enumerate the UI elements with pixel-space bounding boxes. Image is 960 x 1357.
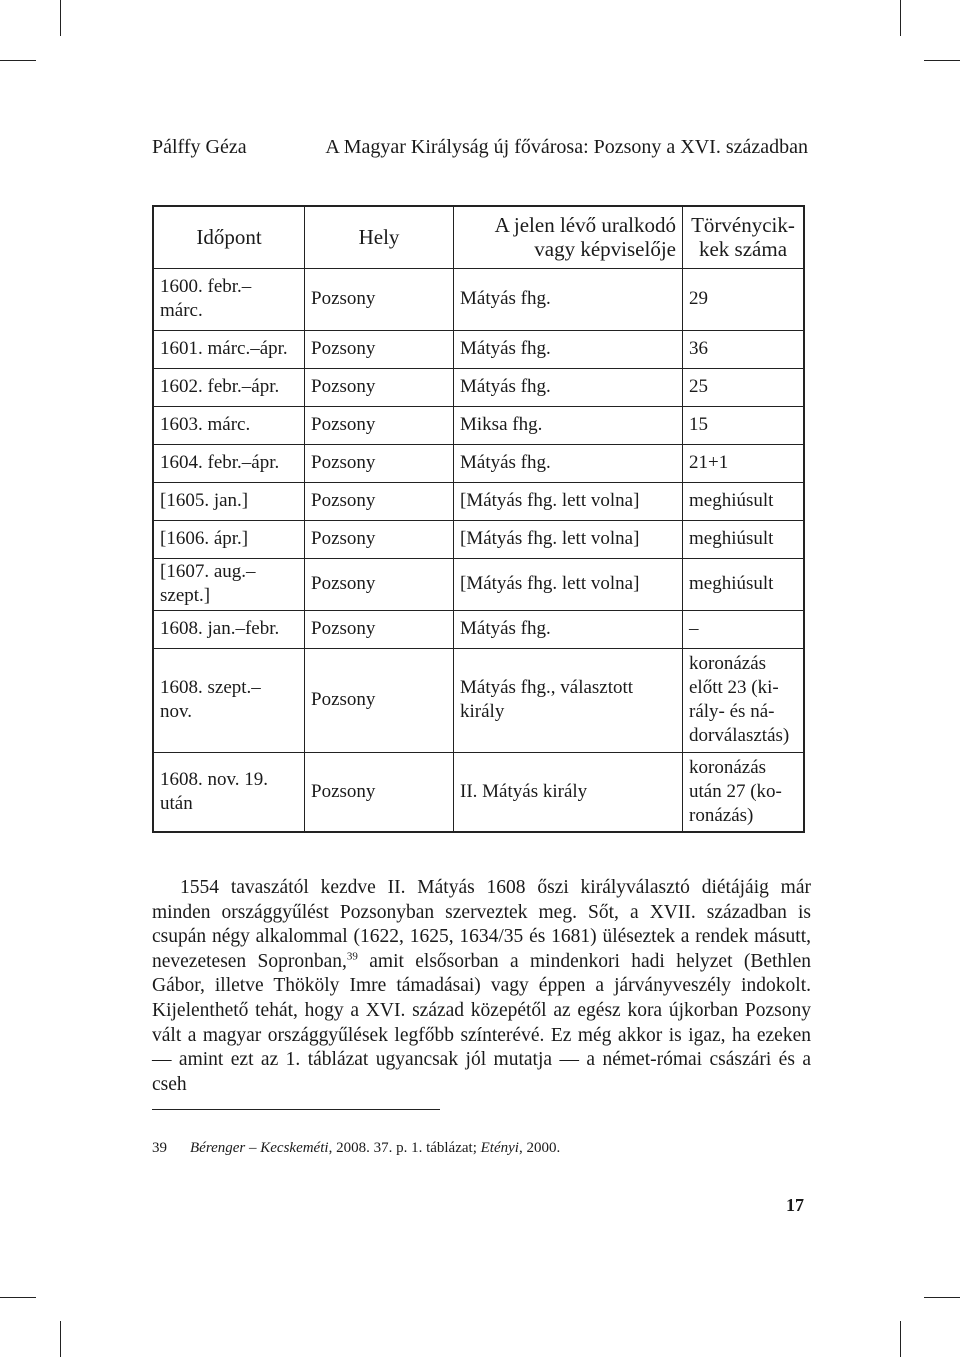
running-header — [152, 136, 808, 159]
cell-laws: meghiúsult — [683, 520, 805, 558]
footnote-end: , 2000. — [518, 1140, 561, 1156]
cell-laws: – — [683, 610, 805, 648]
cell-place: Pozsony — [305, 444, 454, 482]
cell-ruler: Mátyás fhg. — [454, 444, 683, 482]
cell-ruler: [Mátyás fhg. lett volna] — [454, 520, 683, 558]
crop-mark — [924, 60, 960, 61]
cell-ruler: [Mátyás fhg. lett volna] — [454, 558, 683, 610]
table-row — [153, 520, 804, 558]
body-paragraph — [152, 876, 811, 1097]
cell-ruler: Mátyás fhg. — [454, 330, 683, 368]
header-title: A Magyar Királyság új fővárosa: Pozsony a XVI. században — [325, 136, 808, 158]
cell-date: [1607. aug.– szept.] — [153, 558, 305, 610]
table-row — [153, 330, 804, 368]
cell-place: Pozsony — [305, 268, 454, 330]
table-row — [153, 610, 804, 648]
table-row — [153, 368, 804, 406]
cell-place: Pozsony — [305, 330, 454, 368]
cell-laws: 29 — [683, 268, 805, 330]
cell-date: 1608. jan.–febr. — [153, 610, 305, 648]
table-row — [153, 406, 804, 444]
cell-ruler: Miksa fhg. — [454, 406, 683, 444]
header-author: Pálffy Géza — [152, 136, 247, 158]
table-row — [153, 752, 804, 832]
cell-laws: 21+1 — [683, 444, 805, 482]
cell-ruler: [Mátyás fhg. lett volna] — [454, 482, 683, 520]
footnote-ref[interactable]: 39 — [346, 950, 358, 963]
table-row — [153, 648, 804, 752]
table-row — [153, 444, 804, 482]
crop-mark — [900, 0, 901, 36]
cell-date: 1608. szept.– nov. — [153, 648, 305, 752]
table-row — [153, 558, 804, 610]
header-cell-laws: Törvénycik- kek száma — [683, 206, 805, 268]
footnote — [152, 1140, 560, 1157]
body-text-part1: 1554 tavaszától kezdve II. Mátyás 1608 őszi királyválasztó diétájáig már minden országgyűlést Pozsonyban szerveztek meg. Sőt, a XVII. században is csupán négy alkalommal (1622, 1625, 1634/35 és 1681) üléseztek a rendek másutt, nevezetesen Sopronban, — [152, 877, 811, 972]
cell-place: Pozsony — [305, 610, 454, 648]
footnote-mid: , 2008. 37. p. 1. táblázat; — [328, 1140, 481, 1156]
cell-place: Pozsony — [305, 558, 454, 610]
cell-date: 1603. márc. — [153, 406, 305, 444]
footnote-rule — [152, 1109, 440, 1110]
cell-place: Pozsony — [305, 482, 454, 520]
cell-laws: 36 — [683, 330, 805, 368]
crop-mark — [60, 0, 61, 36]
cell-ruler: Mátyás fhg. — [454, 610, 683, 648]
cell-place: Pozsony — [305, 406, 454, 444]
cell-date: 1604. febr.–ápr. — [153, 444, 305, 482]
crop-mark — [60, 1321, 61, 1357]
cell-date: [1606. ápr.] — [153, 520, 305, 558]
cell-laws: koronázás után 27 (ko- ronázás) — [683, 752, 805, 832]
header-cell-date: Időpont — [153, 206, 305, 268]
footnote-number: 39 — [152, 1140, 167, 1156]
cell-place: Pozsony — [305, 752, 454, 832]
cell-laws: koronázás előtt 23 (ki- rály- és ná- dorválasztás) — [683, 648, 805, 752]
crop-mark — [924, 1297, 960, 1298]
header-cell-place: Hely — [305, 206, 454, 268]
cell-laws: meghiúsult — [683, 482, 805, 520]
table-header-row — [153, 206, 804, 268]
footnote-author2: Etényi — [480, 1140, 519, 1156]
footnote-author1: Bérenger – Kecskeméti — [190, 1140, 329, 1156]
cell-place: Pozsony — [305, 368, 454, 406]
header-cell-ruler: A jelen lévő uralkodó vagy képviselője — [454, 206, 683, 268]
cell-place: Pozsony — [305, 648, 454, 752]
table-row — [153, 268, 804, 330]
crop-mark — [0, 1297, 36, 1298]
crop-mark — [0, 60, 36, 61]
cell-laws: meghiúsult — [683, 558, 805, 610]
cell-date: 1601. márc.–ápr. — [153, 330, 305, 368]
page-number: 17 — [786, 1195, 804, 1215]
cell-ruler: Mátyás fhg., választott király — [454, 648, 683, 752]
diet-table — [152, 205, 805, 833]
cell-laws: 15 — [683, 406, 805, 444]
cell-date: 1600. febr.– márc. — [153, 268, 305, 330]
cell-date: 1602. febr.–ápr. — [153, 368, 305, 406]
table-body — [153, 268, 804, 832]
body-text-part2: amit elsősorban a mindenkori hadi helyzet (Bethlen Gábor, illetve Thököly Imre támadásai) vagy éppen a járványveszély indokolt. Kijelenthető tehát, hogy a XVI. század közepétől az egész kora újkorban Pozsony vált a magyar országgyűlések legfőbb színterévé. Ez még akkor is igaz, ha ezeken — amint ezt az 1. táblázat ugyancsak jól mutatja — a német-római császári és a cseh — [152, 950, 811, 1095]
cell-date: 1608. nov. 19. után — [153, 752, 305, 832]
cell-ruler: Mátyás fhg. — [454, 268, 683, 330]
cell-ruler: II. Mátyás király — [454, 752, 683, 832]
table-row — [153, 482, 804, 520]
cell-ruler: Mátyás fhg. — [454, 368, 683, 406]
crop-mark — [900, 1321, 901, 1357]
cell-place: Pozsony — [305, 520, 454, 558]
cell-laws: 25 — [683, 368, 805, 406]
cell-date: [1605. jan.] — [153, 482, 305, 520]
